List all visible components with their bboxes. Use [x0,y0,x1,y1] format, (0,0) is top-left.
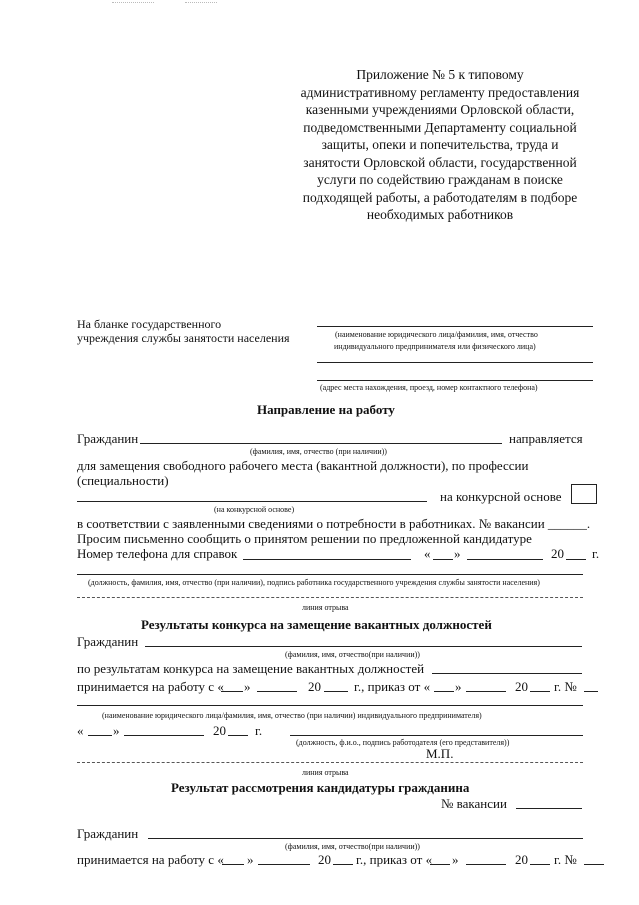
direction-citizen-label: Гражданин [77,431,139,446]
competition-sign-month-line[interactable] [124,735,204,736]
candidacy-order-year-line[interactable] [530,864,550,865]
direction-request-text: Просим письменно сообщить о принятом решении по предложенной кандидатуре [77,531,532,546]
direction-month-line[interactable] [467,559,543,560]
direction-date-close: » [454,546,461,561]
direction-signature-hint: (должность, фамилия, имя, отчество (при наличии), подпись работника государственного учреждения службы занятости населения) [88,578,540,587]
competition-results-line[interactable] [432,673,582,674]
candidacy-citizen-label: Гражданин [77,826,139,841]
direction-signature-line[interactable] [77,574,583,575]
competition-sign-day-line[interactable] [88,735,112,736]
competition-order-year: 20 [515,679,528,694]
competition-order-number-line[interactable] [584,691,598,692]
appendix-text: Приложение № 5 к типовому административному регламенту предоставления казенными учреждениями Орловской области, подведомственными Департаменту социальной защиты, опеки и попечительства, труда и занятости Орловской области, государственной услуги по содействию гражданам в поиске подходящей работы, а работодателям в подборе необходимых работников [300,67,580,222]
competitive-checkbox[interactable] [571,484,597,504]
candidacy-vacancy-line[interactable] [516,808,582,809]
cut-line-label-2: линия отрыва [302,768,349,777]
direction-vacancy-text: для замещения свободного рабочего места (вакантной должности), по профессии [77,458,529,473]
competition-sign-year-suffix: г. [255,723,263,738]
competition-employer-line[interactable] [77,705,583,706]
competition-order-no: г. № [554,679,577,694]
candidacy-vacancy-label: № вакансии [441,796,507,811]
direction-year-line[interactable] [566,559,586,560]
competition-year-line[interactable] [324,691,348,692]
address-hint: (адрес места нахождения, проезд, номер контактного телефона) [320,383,538,392]
employer-extra-line[interactable] [317,362,593,363]
candidacy-order-number-line[interactable] [584,864,604,865]
competition-date-close: » [244,679,251,694]
competition-employer-hint: (наименование юридического лица/фамилия, имя, отчество (при наличии) индивидуального предпринимателя) [102,711,482,720]
direction-year: 20 [551,546,564,561]
competition-citizen-line[interactable] [145,646,582,647]
scan-mark [185,2,217,3]
competition-results-text: по результатам конкурса на замещение вакантных должностей [77,661,425,676]
direction-day-line[interactable] [433,559,453,560]
candidacy-year: 20 [318,852,331,867]
letterhead-line-1: На бланке государственного [77,317,222,331]
direction-profession-line[interactable] [77,501,427,502]
direction-citizen-line[interactable] [140,443,502,444]
address-line[interactable] [317,380,593,381]
direction-directed-label: направляется [509,431,583,446]
candidacy-title: Результат рассмотрения кандидатуры гражданина [171,780,470,795]
competition-month-line[interactable] [257,691,297,692]
employer-hint-1: (наименование юридического лица/фамилия, имя, отчество [335,330,538,339]
phone-label: Номер телефона для справок [77,546,238,561]
competition-signature-hint: (должность, ф.и.о., подпись работодателя (его представителя)) [296,738,510,747]
candidacy-fio-hint: (фамилия, имя, отчество(при наличии)) [285,842,420,851]
candidacy-order-year: 20 [515,852,528,867]
candidacy-order-date-close: » [452,852,459,867]
competition-year: 20 [308,679,321,694]
competition-day-line[interactable] [221,691,243,692]
competition-order: г., приказ от « [354,679,431,694]
cut-line-2 [77,762,583,763]
candidacy-month-line[interactable] [258,864,310,865]
candidacy-year-line[interactable] [333,864,353,865]
candidacy-day-line[interactable] [222,864,244,865]
phone-line[interactable] [243,559,411,560]
candidacy-order-no: г. № [554,852,577,867]
cut-line-1 [77,597,583,598]
competition-order-year-line[interactable] [530,691,550,692]
competition-title: Результаты конкурса на замещение вакантных должностей [141,617,492,632]
competition-citizen-label: Гражданин [77,634,139,649]
competition-hired-from: принимается на работу с « [77,679,224,694]
cut-line-label-1: линия отрыва [302,603,349,612]
candidacy-date-close: » [247,852,254,867]
candidacy-order-month-line[interactable] [466,864,506,865]
competitive-hint: (на конкурсной основе) [214,505,295,514]
competition-order-day-line[interactable] [434,691,454,692]
direction-specialty: (специальности) [77,473,169,488]
direction-year-suffix: г. [592,546,600,561]
direction-fio-hint: (фамилия, имя, отчество (при наличии)) [250,447,387,456]
competition-fio-hint: (фамилия, имя, отчество(при наличии)) [285,650,420,659]
competition-sign-date-close: » [113,723,120,738]
competition-sign-year: 20 [213,723,226,738]
competition-sign-date-open: « [77,723,84,738]
competition-order-date-close: » [455,679,462,694]
competition-sign-year-line[interactable] [228,735,248,736]
candidacy-order: г., приказ от « [356,852,433,867]
direction-date-open: « [424,546,431,561]
competition-order-month-line[interactable] [466,691,506,692]
direction-according-text: в соответствии с заявленными сведениями о потребности в работниках. № вакансии ______. [77,516,591,531]
candidacy-order-day-line[interactable] [430,864,450,865]
stamp-label: М.П. [426,746,454,761]
employer-name-line[interactable] [317,326,593,327]
letterhead-line-2: учреждения службы занятости населения [77,331,290,345]
direction-title: Направление на работу [257,402,395,417]
employer-hint-2: индивидуального предпринимателя или физического лица) [334,342,536,351]
scan-mark [112,2,154,3]
competition-signature-line[interactable] [290,735,583,736]
candidacy-hired-from: принимается на работу с « [77,852,224,867]
competitive-label: на конкурсной основе [440,489,562,504]
candidacy-citizen-line[interactable] [148,838,583,839]
